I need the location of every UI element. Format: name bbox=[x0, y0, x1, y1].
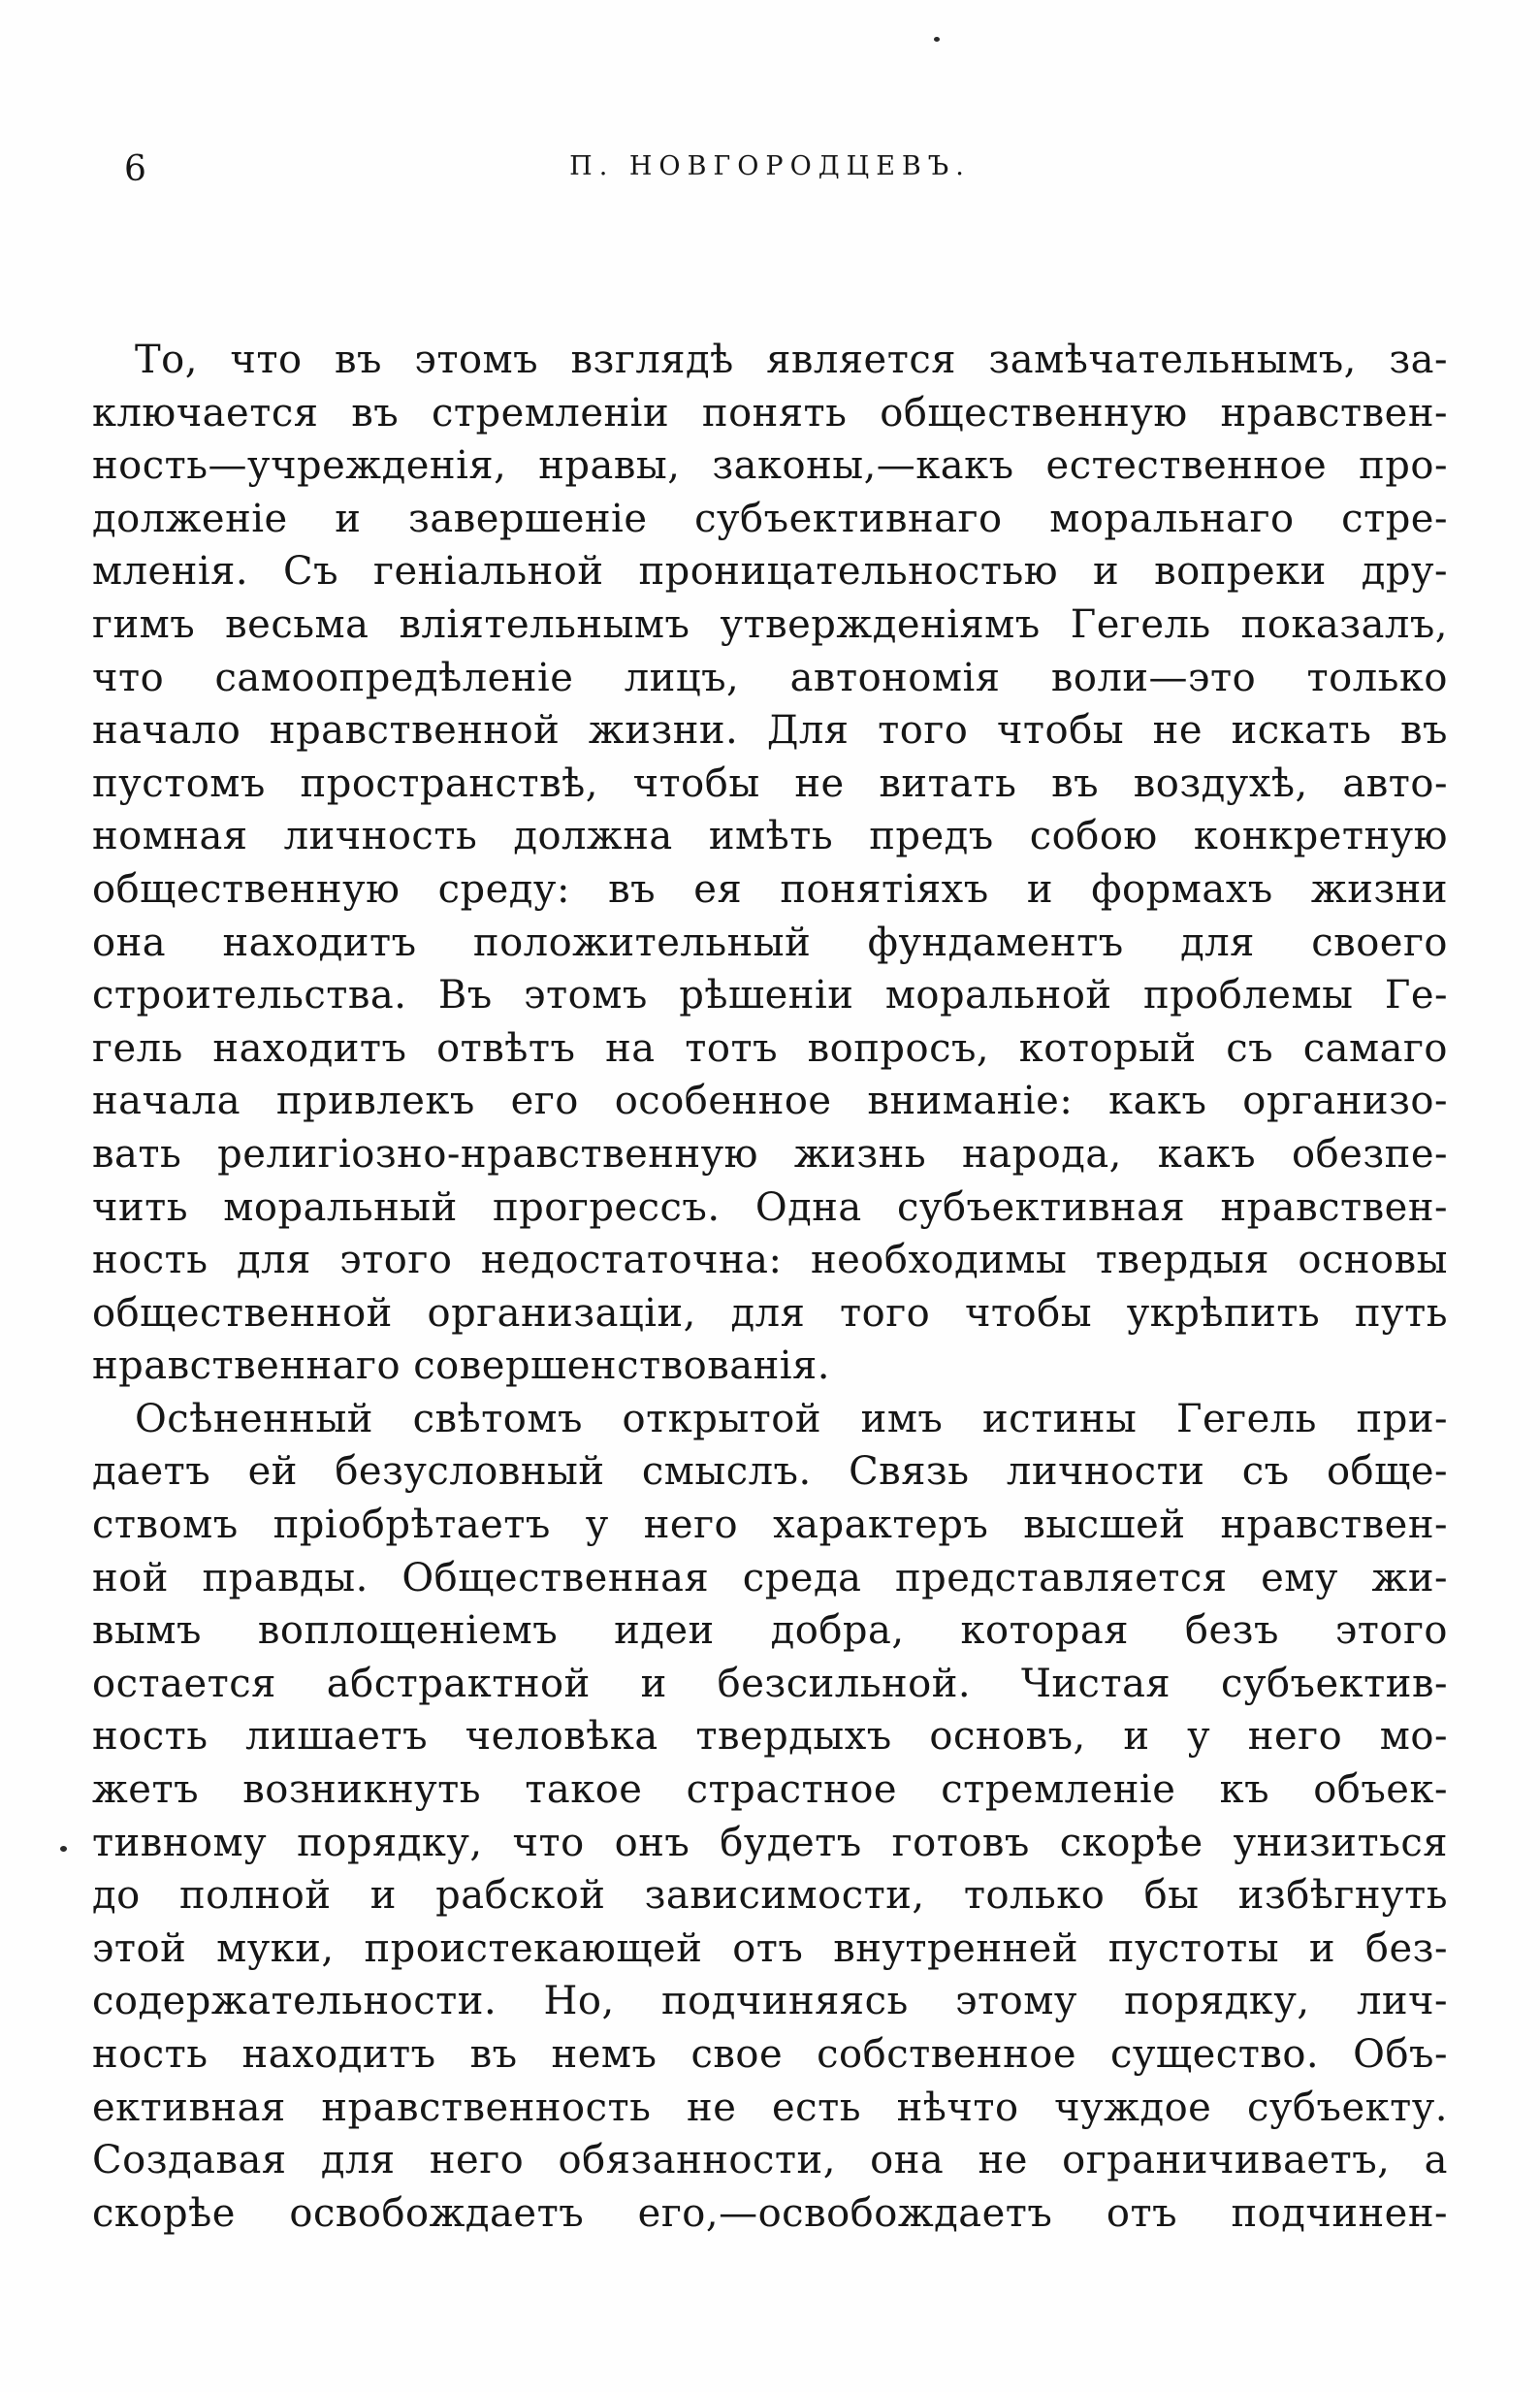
text-line: общественной организаціи, для того чтобы укрѣпить путь bbox=[92, 1290, 1448, 1336]
text-line: что самоопредѣленіе лицъ, автономія воли—это только bbox=[92, 655, 1448, 700]
text-line: этой муки, проистекающей отъ внутренней пустоты и без- bbox=[92, 1925, 1448, 1971]
text-line: даетъ ей безусловный смыслъ. Связь личности съ обще- bbox=[92, 1449, 1448, 1495]
text-line: ность находитъ въ немъ свое собственное существо. Объ- bbox=[92, 2032, 1448, 2077]
text-line: Создавая для него обязанности, она не ограничиваетъ, а bbox=[92, 2138, 1448, 2183]
scan-speck bbox=[934, 37, 940, 42]
text-line: вать религіозно-нравственную жизнь народа, какъ обезпе- bbox=[92, 1131, 1448, 1177]
text-line: начала привлекъ его особенное вниманіе: какъ организо- bbox=[92, 1079, 1448, 1124]
text-line: до полной и рабской зависимости, только бы избѣгнуть bbox=[92, 1873, 1448, 1919]
text-line: чить моральный прогрессъ. Одна субъективная нравствен- bbox=[92, 1184, 1448, 1230]
text-line: То, что въ этомъ взглядѣ является замѣчательнымъ, за- bbox=[135, 338, 1448, 382]
text-line: гимъ весьма вліятельнымъ утвержденіямъ Гегель показалъ, bbox=[92, 601, 1448, 647]
text-line: строительства. Въ этомъ рѣшеніи моральной проблемы Ге- bbox=[92, 973, 1448, 1018]
text-line: долженіе и завершеніе субъективнаго моральнаго стре- bbox=[92, 496, 1448, 541]
text-line: ной правды. Общественная среда представляется ему жи- bbox=[92, 1555, 1448, 1600]
text-line: начало нравственной жизни. Для того чтобы не искать въ bbox=[92, 708, 1448, 754]
text-line: нравственнаго совершенствованія. bbox=[92, 1343, 830, 1389]
page-header bbox=[0, 144, 1540, 202]
text-line: пустомъ пространствѣ, чтобы не витать въ воздухѣ, авто- bbox=[92, 760, 1448, 806]
text-line: ность для этого недостаточна: необходимы твердыя основы bbox=[92, 1238, 1448, 1283]
text-line: жетъ возникнуть такое страстное стремленіе къ объек- bbox=[92, 1767, 1448, 1813]
page-body bbox=[92, 334, 1448, 2240]
text-line: остается абстрактной и безсильной. Чистая субъектив- bbox=[92, 1661, 1448, 1706]
text-line: скорѣе освобождаетъ его,—освобождаетъ отъ подчинен- bbox=[92, 2190, 1448, 2236]
text-line: номная личность должна имѣть предъ собою конкретную bbox=[92, 814, 1448, 859]
text-line: содержательности. Но, подчиняясь этому порядку, лич- bbox=[92, 1979, 1448, 2024]
text-line: вымъ воплощеніемъ идеи добра, которая безъ этого bbox=[92, 1608, 1448, 1654]
text-line: ность лишаетъ человѣка твердыхъ основъ, и у него мо- bbox=[92, 1714, 1448, 1760]
running-head: П. НОВГОРОДЦЕВЪ. bbox=[569, 151, 971, 181]
scan-speck bbox=[60, 1846, 67, 1852]
text-line: общественную среду: въ ея понятіяхъ и формахъ жизни bbox=[92, 866, 1448, 912]
text-line: она находитъ положительный фундаментъ для своего bbox=[92, 920, 1448, 965]
text-line: тивному порядку, что онъ будетъ готовъ скорѣе унизиться bbox=[92, 1820, 1448, 1865]
text-line: ключается въ стремленіи понять общественную нравствен- bbox=[92, 390, 1448, 436]
text-line: мленія. Съ геніальной проницательностью и вопреки дру- bbox=[92, 549, 1448, 595]
text-line: ствомъ пріобрѣтаетъ у него характеръ высшей нравствен- bbox=[92, 1503, 1448, 1548]
text-line: Осѣненный свѣтомъ открытой имъ истины Гегель при- bbox=[135, 1396, 1448, 1441]
text-line: ность—учрежденія, нравы, законы,—какъ естественное про- bbox=[92, 443, 1448, 489]
text-line: гель находитъ отвѣтъ на тотъ вопросъ, который съ самаго bbox=[92, 1025, 1448, 1071]
page-number: 6 bbox=[124, 149, 147, 189]
text-line: ективная нравственность не есть нѣчто чуждое субъекту. bbox=[92, 2085, 1448, 2130]
